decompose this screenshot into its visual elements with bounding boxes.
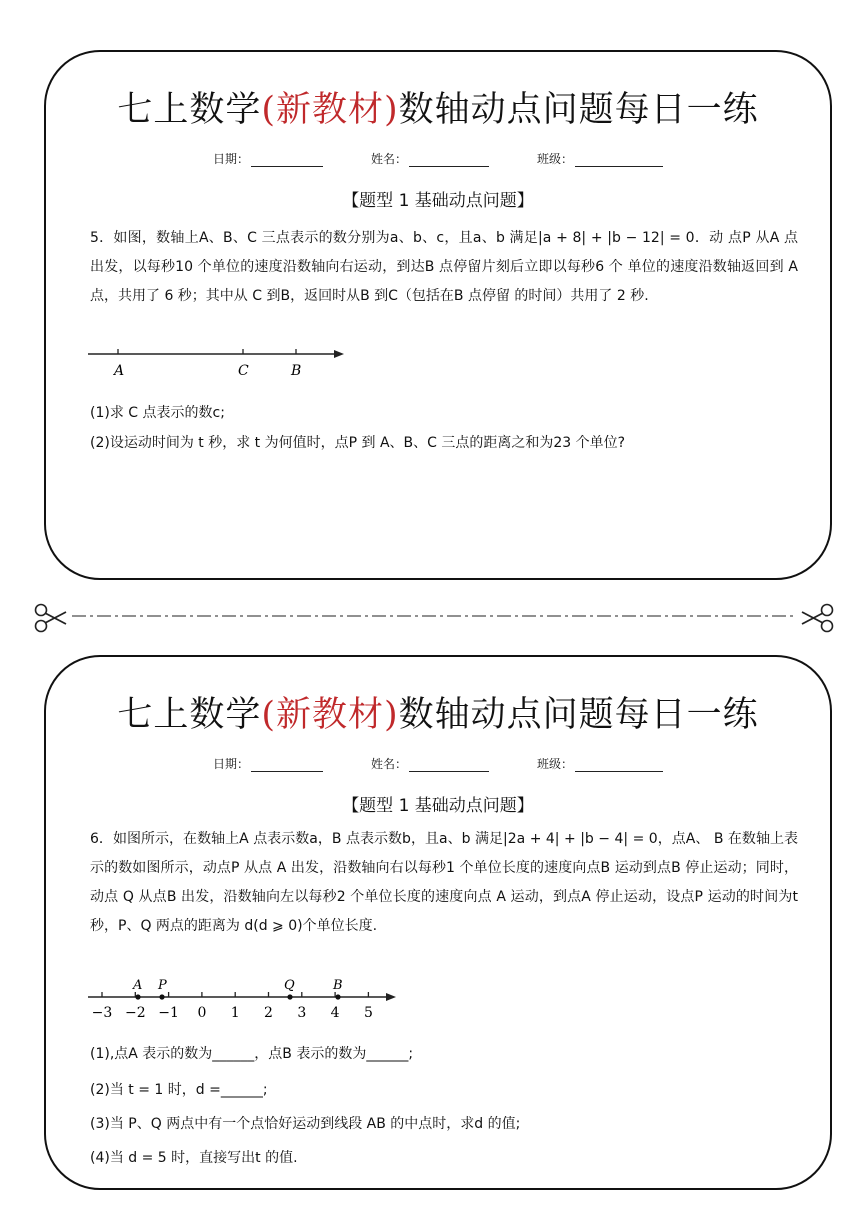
name-field[interactable] [371,755,489,772]
class-label: 班级： [537,757,574,771]
class-field[interactable] [537,755,663,772]
axis-arrow [386,993,396,1001]
tick-label: −2 [124,1005,146,1021]
card-title [46,687,830,737]
axis-label-B: B [291,363,302,379]
title-red-part: (新教材) [261,90,399,130]
axis-arrow [334,350,344,358]
tick-label: −1 [158,1005,179,1021]
scissors-icon [36,605,67,632]
axis-label-C: C [238,363,249,379]
sub-question-4: (4)当 d = 5 时，直接写出t 的值. [90,1150,298,1166]
cut-line [30,600,838,634]
question-type: 【题型 1 基础动点问题】 [342,191,534,211]
scissors-icon [802,605,833,632]
point-label-A: A [133,978,143,993]
date-field[interactable] [213,150,323,167]
tick-label: 3 [297,1005,307,1021]
point-A-dot [135,994,140,999]
date-blank[interactable] [251,153,323,167]
date-field[interactable] [213,755,323,772]
axis-label-A: A [114,363,125,379]
sub-question-3: (3)当 P、Q 两点中有一个点恰好运动到线段 AB 的中点时，求d 的值; [90,1116,521,1132]
sub-question-1: (1)求 C 点表示的数c; [90,405,225,421]
tick-label: 1 [230,1005,240,1021]
tick-label: −3 [91,1005,113,1021]
point-B-dot [335,994,340,999]
sub-question-2: (2)设运动时间为 t 秒，求 t 为何值时，点P 到 A、B、C 三点的距离之和为23 个单位? [90,435,626,451]
title-part: 七上数学 [117,90,262,130]
name-blank[interactable] [409,153,489,167]
name-blank[interactable] [409,758,489,772]
name-label: 姓名： [370,757,407,771]
title-red-part: (新教材) [261,695,399,735]
card-title [46,82,830,132]
number-line-1 [86,342,356,382]
class-blank[interactable] [575,758,663,772]
title-part: 数轴动点问题每日一练 [398,90,759,130]
name-label: 姓名： [370,152,407,166]
date-label: 日期： [212,757,249,771]
info-row [46,755,830,772]
date-label: 日期： [212,152,249,166]
class-blank[interactable] [575,153,663,167]
point-Q-dot [287,994,292,999]
date-blank[interactable] [251,758,323,772]
point-label-B: B [333,978,343,993]
exercise-card-2 [44,655,832,1190]
tick-label: 4 [330,1005,340,1021]
point-P-dot [159,994,164,999]
title-part: 数轴动点问题每日一练 [398,695,759,735]
number-line-2 [86,975,406,1025]
class-label: 班级： [537,152,574,166]
exercise-card-1 [44,50,832,580]
title-part: 七上数学 [117,695,262,735]
sub-question-2: (2)当 t = 1 时，d =______; [90,1082,268,1098]
tick-label: 5 [363,1005,373,1021]
problem-text: 5．如图，数轴上A、B、C 三点表示的数分别为a、b、c，且a、b 满足|a + 8| + |b − 12| = 0．动 点P 从A 点出发，以每秒10 个单位的速度沿数轴向右运动，到达B 点停留片刻后立即以每秒6 个 单位的速度沿数轴返回到 A 点，共用了 6 秒；其中从 C 到B，返回时从B 到C（包括在B 点停留 的时间）共用了 2 秒. [90,230,798,304]
point-label-P: P [158,978,167,993]
question-type: 【题型 1 基础动点问题】 [342,796,534,816]
info-row [46,150,830,167]
tick-label: 2 [264,1005,273,1021]
point-label-Q: Q [284,978,295,993]
name-field[interactable] [371,150,489,167]
sub-question-1: (1),点A 表示的数为______，点B 表示的数为______; [90,1046,414,1062]
tick-label: 0 [197,1005,207,1021]
problem-text: 6．如图所示，在数轴上A 点表示数a，B 点表示数b，且a、b 满足|2a + 4| + |b − 4| = 0，点A、 B 在数轴上表示的数如图所示，动点P 从点 A 出发，沿数轴向右以每秒1 个单位长度的速度向点B 运动到点B 停止运动；同时，动点 Q 从点B 出发，沿数轴向左以每秒2 个单位长度的速度向点 A 运动，到点A 停止运动，设点P 运动的时间为t 秒，P、Q 两点的距离为 d(d ⩾ 0)个单位长度. [90,831,798,934]
class-field[interactable] [537,150,663,167]
